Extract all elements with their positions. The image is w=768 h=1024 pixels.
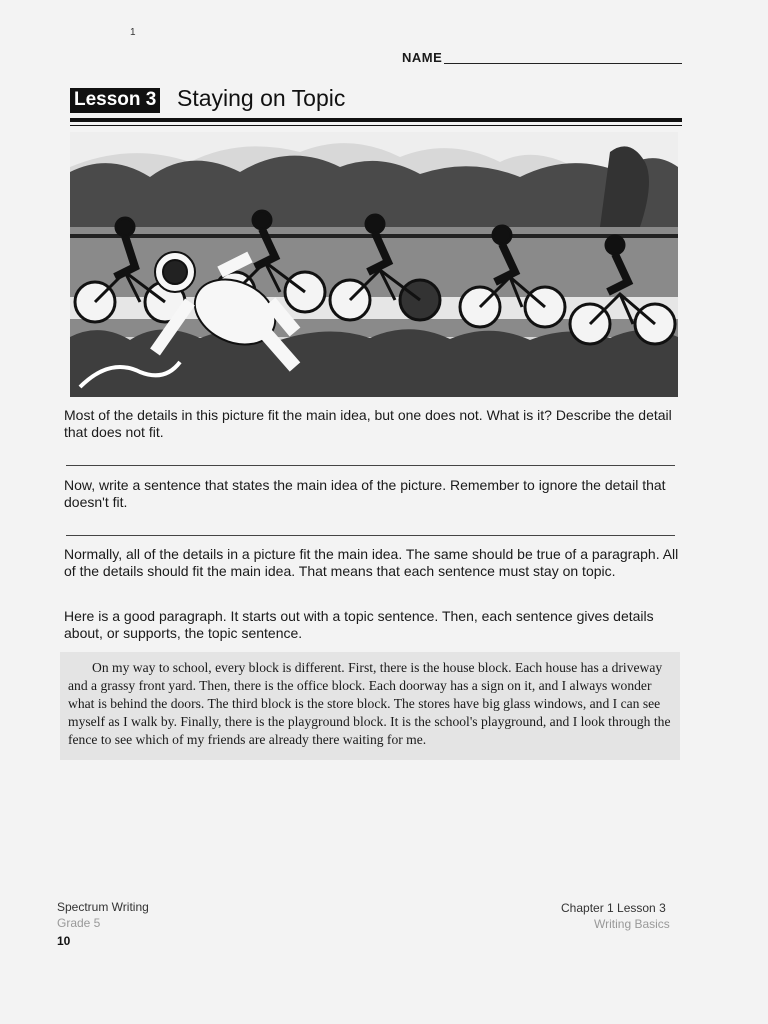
body-paragraph-2: Here is a good paragraph. It starts out with a topic sentence. Then, each sentence gives details about, or supports, the topic sentence.	[64, 608, 654, 641]
name-field-line[interactable]	[444, 63, 682, 64]
sample-paragraph: On my way to school, every block is different. First, there is the house block. Each house has a driveway and a grassy front yard. Then, there is the office block. Each doorway has a sign on it, and I always wonder what is behind the doors. The third block is the store block. The stores have big glass windows, and I can see myself as I walk by. Finally, there is the playground block. It is the school's playground, and I look through the fence to see which of my friends are already there waiting for me.	[68, 660, 671, 747]
name-label: NAME	[402, 50, 443, 65]
lesson-badge: Lesson 3	[70, 88, 160, 113]
title-rule-thin	[70, 125, 682, 126]
cyclists-illustration	[70, 132, 678, 397]
footer-chapter: Chapter 1 Lesson 3	[561, 901, 666, 915]
body-paragraph-1: Normally, all of the details in a picture fit the main idea. The same should be true of a paragraph. All of the details should fit the main idea. That means that each sentence must stay on topic.	[64, 546, 679, 579]
question-1: Most of the details in this picture fit the main idea, but one does not. What is it? Describe the detail that does not fit.	[64, 407, 672, 440]
footer-grade: Grade 5	[57, 916, 101, 930]
page-number: 10	[57, 934, 71, 948]
title-rule	[70, 118, 682, 122]
answer-line-2[interactable]	[66, 535, 675, 536]
answer-line-1[interactable]	[66, 465, 675, 466]
question-2: Now, write a sentence that states the main idea of the picture. Remember to ignore the detail that doesn't fit.	[64, 477, 666, 510]
page-mark: 1	[130, 27, 136, 38]
footer-book: Spectrum Writing	[57, 900, 149, 914]
footer-section: Writing Basics	[594, 917, 670, 931]
lesson-title: Staying on Topic	[177, 85, 346, 111]
